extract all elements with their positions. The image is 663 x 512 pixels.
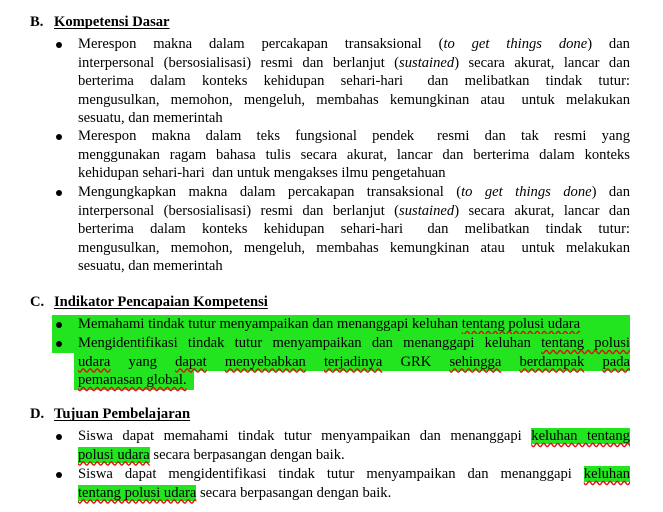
highlighted-text: keluhan tentang bbox=[531, 428, 630, 444]
bullet-icon bbox=[56, 134, 62, 140]
section-c-letter: C. bbox=[30, 294, 45, 310]
kd-item-1-text: Merespon makna dalam percakapan transaksional (to get things done) dan interpersonal (bersosialisasi) resmi dan berlanjut (sustained) secara akurat, lancar dan berterima dalam konteks kehidupan sehari-hari dan melibatkan tindak tutur: mengusulkan, memohon, mengeluh, membahas kemungkinan atau untuk melakukan sesuatu, dan memerintah bbox=[78, 36, 630, 126]
section-d-title: Tujuan Pembelajaran bbox=[54, 406, 191, 422]
bullet-icon bbox=[56, 472, 62, 478]
bullet-icon bbox=[56, 190, 62, 196]
highlighted-text: polusi udara bbox=[78, 446, 150, 463]
tp-item-1-text: Siswa dapat memahami tindak tutur menyampaikan dan menanggapi keluhan tentang polusi udara secara berpasangan dengan baik. bbox=[78, 428, 630, 463]
bullet-icon bbox=[56, 42, 62, 48]
section-c-title: Indikator Pencapaian Kompetensi bbox=[54, 294, 268, 310]
section-d-heading bbox=[30, 406, 190, 423]
kd-item-2-text: Merespon makna dalam teks fungsional pendek resmi dan tak resmi yang menggunakan ragam bahasa tulis secara akurat, lancar dan berterima dalam konteks kehidupan sehari-hari dan untuk mengakses ilmu pengetahuan bbox=[78, 128, 630, 181]
highlighted-text: tentang polusi udara bbox=[78, 484, 197, 501]
kd-item-3-text: Mengungkapkan makna dalam percakapan transaksional (to get things done) dan interpersonal (bersosialisasi) resmi dan berlanjut (sustained) secara akurat, lancar dan berterima dalam konteks kehidupan sehari-hari dan melibatkan tindak tutur: mengusulkan, memohon, mengeluh, membahas kemungkinan atau untuk melakukan sesuatu, dan memerintah bbox=[78, 184, 630, 274]
ipk-item-2-text: Mengidentifikasi tindak tutur menyampaikan dan menanggapi keluhan tentang polusi udara yang dapat menyebabkan terjadinya GRK sehingga berdampak pada pemanasan global. bbox=[78, 335, 631, 388]
section-d-letter: D. bbox=[30, 406, 45, 422]
ipk-item-1-text: Memahami tindak tutur menyampaikan dan menanggapi keluhan tentang polusi udara bbox=[78, 316, 581, 332]
section-c-heading bbox=[30, 294, 268, 311]
highlighted-text: keluhan bbox=[583, 466, 630, 482]
bullet-icon bbox=[56, 341, 62, 347]
section-b-title: Kompetensi Dasar bbox=[54, 14, 170, 30]
bullet-icon bbox=[56, 434, 62, 440]
section-b-heading bbox=[30, 14, 170, 31]
bullet-icon bbox=[56, 322, 62, 328]
section-b-letter: B. bbox=[30, 14, 44, 30]
tp-item-2-text: Siswa dapat mengidentifikasi tindak tutur menyampaikan dan menanggapi keluhan tentang polusi udara secara berpasangan dengan baik. bbox=[78, 466, 630, 501]
